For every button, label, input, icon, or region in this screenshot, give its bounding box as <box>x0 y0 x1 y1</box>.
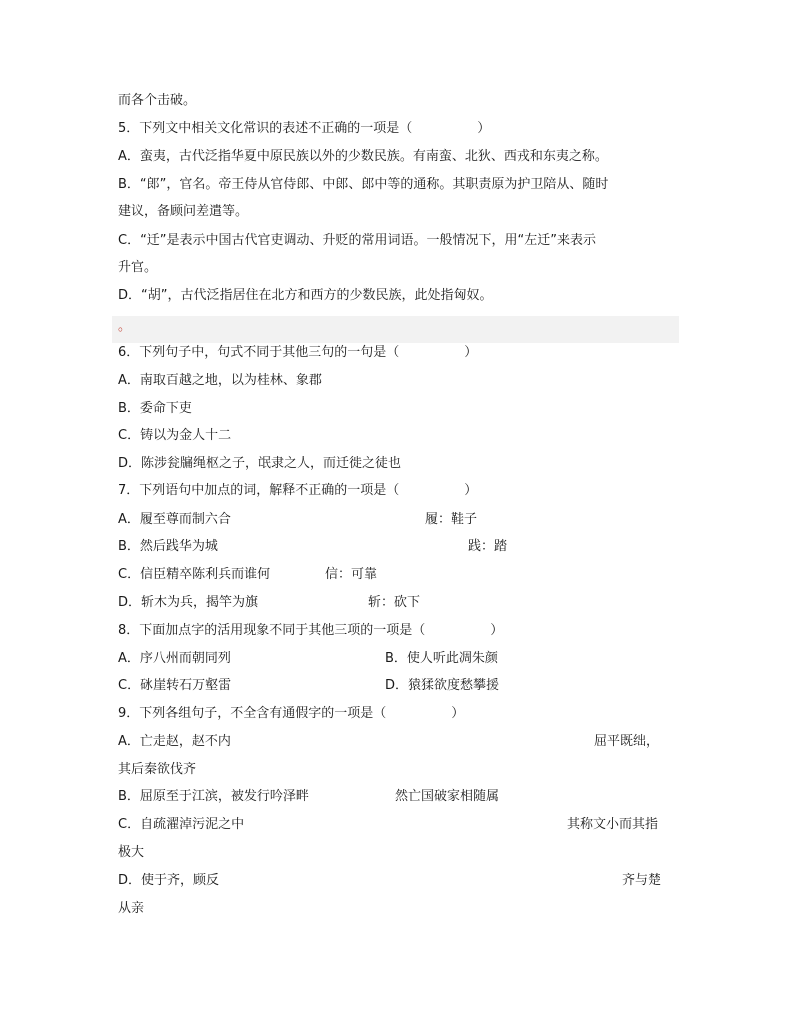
option-8d: D．猿猱欲度愁攀援 <box>385 678 500 693</box>
question-6-stem: 6．下列句子中，句式不同于其他三句的一句是（ ） <box>118 345 478 360</box>
question-8-stem: 8．下面加点字的活用现象不同于其他三项的一项是（ ） <box>118 623 504 638</box>
option-9b: B．屈原至于江滨，被发行吟泽畔 <box>118 789 309 804</box>
option-8b: B．使人听此凋朱颜 <box>385 651 498 666</box>
option-9c: C．自疏濯淖污泥之中 <box>118 817 245 832</box>
option-5d: D．“胡”，古代泛指居住在北方和西方的少数民族，此处指匈奴。 <box>118 288 493 303</box>
question-5-stem: 5．下列文中相关文化常识的表述不正确的一项是（ ） <box>118 121 491 136</box>
option-8a: A．序八州而朝同列 <box>118 651 231 666</box>
option-5a: A．蛮夷，古代泛指华夏中原民族以外的少数民族。有南蛮、北狄、西戎和东夷之称。 <box>118 149 608 164</box>
option-9a-cont: 其后秦欲伐齐 <box>118 762 197 777</box>
option-9d-pair: 齐与楚 <box>622 873 662 888</box>
option-6c: C．铸以为金人十二 <box>118 428 232 443</box>
option-9a-pair: 屈平既绌， <box>594 734 660 749</box>
option-9a: A．亡走赵，赵不内 <box>118 734 231 749</box>
highlighted-period: 。 <box>118 319 132 334</box>
option-9d: D．使于齐，顾反 <box>118 873 220 888</box>
option-9c-cont: 极大 <box>118 845 145 860</box>
option-9d-cont: 从亲 <box>118 901 145 916</box>
option-7d: D．斩木为兵，揭竿为旗 <box>118 595 259 610</box>
option-7b: B．然后践华为城 <box>118 539 218 554</box>
option-5c-cont: 升官。 <box>118 260 158 275</box>
option-5b-cont: 建议，备顾问差遣等。 <box>118 204 249 219</box>
option-7c: C．信臣精卒陈利兵而谁何 <box>118 567 271 582</box>
option-7c-gloss: 信：可靠 <box>325 567 378 582</box>
option-5b: B．“郎”，官名。帝王侍从官侍郎、中郎、郎中等的通称。其职责原为护卫陪从、随时 <box>118 177 609 192</box>
option-7b-gloss: 践：踏 <box>468 539 508 554</box>
option-9c-pair: 其称文小而其指 <box>567 817 659 832</box>
option-8c: C．砯崖转石万壑雷 <box>118 678 232 693</box>
option-7a-gloss: 履：鞋子 <box>425 512 478 527</box>
question-9-stem: 9．下列各组句子，不全含有通假字的一项是（ ） <box>118 706 465 721</box>
question-7-stem: 7．下列语句中加点的词，解释不正确的一项是（ ） <box>118 483 478 498</box>
text-line: 而各个击破。 <box>118 93 197 108</box>
option-6b: B．委命下吏 <box>118 401 192 416</box>
option-9b-pair: 然亡国破家相随属 <box>395 789 500 804</box>
option-7d-gloss: 斩：砍下 <box>368 595 421 610</box>
option-5c: C．“迁”是表示中国古代官吏调动、升贬的常用词语。一般情况下，用“左迁”来表示 <box>118 233 597 248</box>
option-7a: A．履至尊而制六合 <box>118 512 231 527</box>
option-6d: D．陈涉瓮牖绳枢之子，氓隶之人，而迁徙之徒也 <box>118 456 402 471</box>
option-6a: A．南取百越之地，以为桂林、象郡 <box>118 373 322 388</box>
